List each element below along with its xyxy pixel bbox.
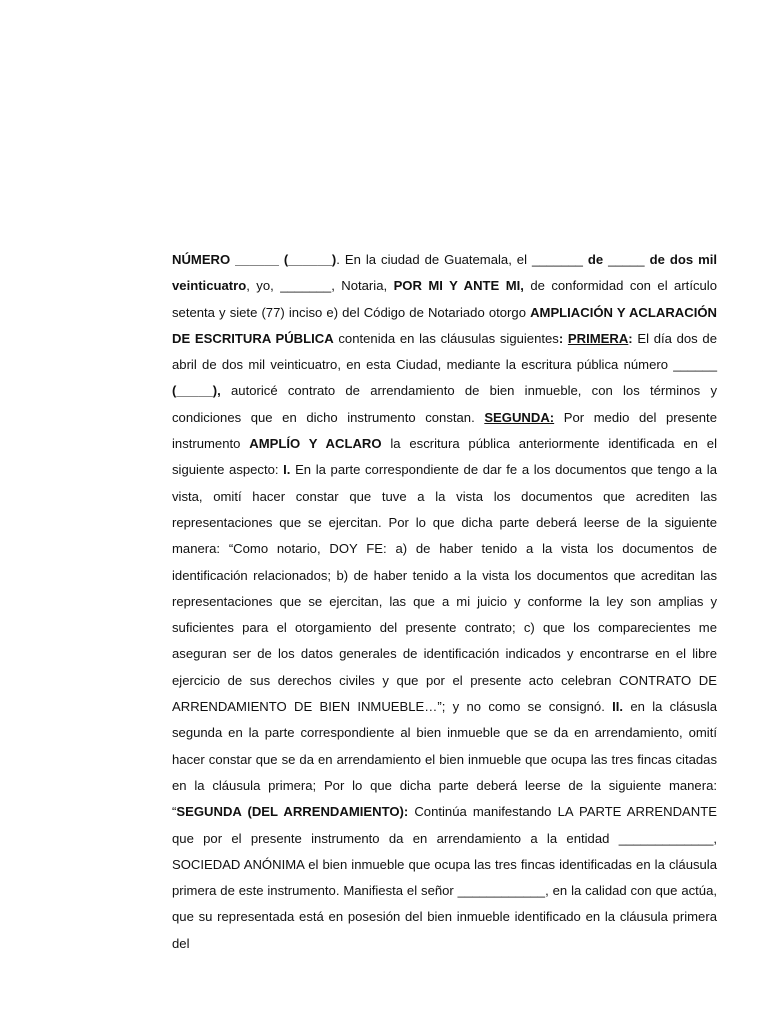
text-segment: AMPLÍO Y ACLARO [249,436,382,452]
text-segment: NÚMERO ______ (______) [172,252,337,267]
text-segment: , yo, _______, Notaria, [246,278,394,294]
text-segment: I. [283,462,291,478]
text-segment: Continúa manifestando LA PARTE ARRENDANTE que por el presente instrumento da en arrendamiento a la entidad _____________, SOCIEDAD ANÓNIMA el bien inmueble que ocupa las tres fincas identificadas en la cláusula primera de este instrumento. Manifiesta el señor ____________, en la calidad con que actúa, que su representada está en posesión del bien inmueble identificado en la cláusula primera del [172,804,717,951]
text-segment: El día dos de abril de dos mil veinticuatro, en esta Ciudad, mediante la escritura pública número ______ [172,330,717,373]
text-segment: SEGUNDA: [484,409,555,425]
text-segment: de [587,252,604,267]
text-segment: AMPLIACIÓN Y ACLARACIÓN DE ESCRITURA PÚBLICA [172,304,717,346]
text-segment: : [628,330,633,346]
text-segment: Por medio del presente instrumento [172,409,717,452]
text-segment: _____ [603,252,650,267]
text-segment: SEGUNDA (DEL ARRENDAMIENTO): [176,804,409,820]
text-segment: PRIMERA [567,330,629,346]
text-segment: contenida en las cláusulas siguientes [333,330,559,346]
text-segment: En la parte correspondiente de dar fe a los documentos que tengo a la vista, omití hacer constar que tuve a la vista los documentos que acrediten las representaciones que se ejercitan. Por lo que dicha parte deberá leerse de la siguiente manera: “Como notario, DOY FE: a) de haber tenido a la vista los documentos de identificación relacionados; b) de haber tenido a la vista los documentos que acreditan las representaciones que se ejercitan, las que a mi juicio y conforme la ley son amplias y suficientes para el otorgamiento del presente contrato; c) que los comparecientes me aseguran ser de los datos generales de identificación indicados y encontrarse en el libre ejercicio de sus derechos civiles y que por el presente acto celebran CONTRATO DE ARRENDAMIENTO DE BIEN INMUEBLE…”; y no como se consignó. [172,462,718,715]
text-segment: en la clásusla segunda en la parte correspondiente al bien inmueble que se da en arrendamiento, omití hacer constar que se da en arrendamiento el bien inmueble que ocupa las tres fincas citadas en la cláusula primera; Por lo que dicha parte deberá leerse de la siguiente manera: “ [172,699,717,820]
text-segment: autoricé contrato de arrendamiento de bien inmueble, con los términos y condiciones que en dicho instrumento constan. [172,383,717,425]
document-body-text [172,247,717,957]
text-segment: de dos mil veinticuatro [172,252,718,294]
text-segment: de conformidad con el artículo setenta y siete (77) inciso e) del Código de Notariado otorgo [172,278,717,320]
text-segment: (_____), [172,383,221,399]
text-segment: . En la ciudad de Guatemala, el _______ [336,252,588,267]
text-segment: POR MI Y ANTE MI, [393,278,524,294]
text-segment: la escritura pública anteriormente identificada en el siguiente aspecto: [172,436,717,478]
text-segment: : [558,330,568,346]
text-segment: II. [612,699,624,715]
